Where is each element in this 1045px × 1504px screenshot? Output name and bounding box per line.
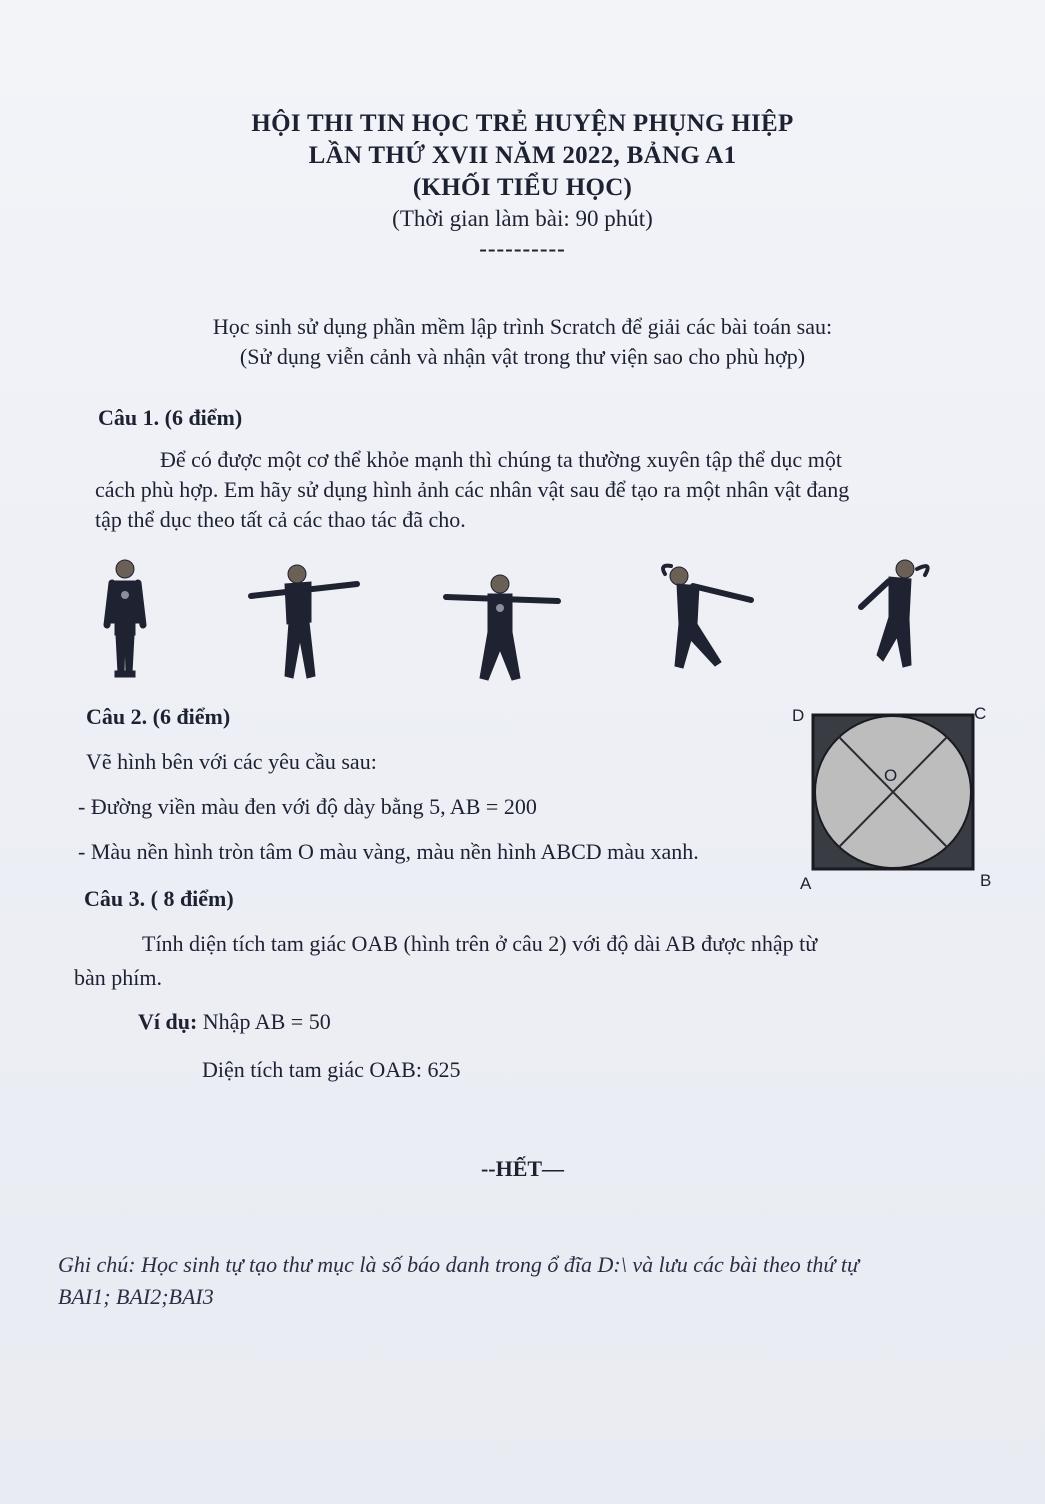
note-line1: Ghi chú: Học sinh tự tạo thư mục là số báo danh trong ổ đĩa D:\ và lưu các bài theo thứ tự (58, 1252, 859, 1277)
q3-example (138, 1009, 331, 1035)
q2-line3: - Màu nền hình tròn tâm O màu vàng, màu nền hình ABCD màu xanh. (78, 839, 699, 864)
intro-line1: Học sinh sử dụng phần mềm lập trình Scratch để giải các bài toán sau: (212, 314, 833, 339)
q3-example-label: Ví dụ: (138, 1009, 198, 1034)
q2-line2: - Đường viền màu đen với độ dày bằng 5, AB = 200 (78, 794, 537, 819)
exercise-figure-3 (442, 570, 562, 685)
header-title-line3: (KHỐI TIỂU HỌC) (412, 174, 633, 201)
header-title-line1: HỘI THI TIN HỌC TRẺ HUYỆN PHỤNG HIỆP (251, 110, 794, 137)
q3-example-input: Nhập AB = 50 (202, 1009, 331, 1034)
q2-heading: Câu 2. (6 điểm) (86, 704, 231, 729)
header-time: (Thời gian làm bài: 90 phút) (392, 206, 653, 231)
exercise-figure-1 (95, 555, 155, 685)
label-o: O (884, 766, 898, 785)
q1-line1: Để có được một cơ thể khỏe mạnh thì chúng ta thường xuyên tập thể dục một (160, 447, 842, 472)
header-title-line2: LẦN THỨ XVII NĂM 2022, BẢNG A1 (308, 142, 737, 169)
exercise-figure-5 (855, 555, 937, 679)
header-divider: ---------- (479, 236, 566, 261)
q1-heading: Câu 1. (6 điểm) (98, 405, 243, 430)
q3-example-output: Diện tích tam giác OAB: 625 (202, 1057, 461, 1082)
q1-line2: cách phù hợp. Em hãy sử dụng hình ảnh các nhân vật sau để tạo ra một nhân vật đang (95, 477, 850, 502)
exercise-figure-2 (245, 560, 363, 685)
q1-line3: tập thể dục theo tất cả các thao tác đã cho. (95, 507, 466, 532)
label-c: C (974, 704, 987, 723)
note-line2: BAI1; BAI2;BAI3 (58, 1284, 214, 1309)
q2-line1: Vẽ hình bên với các yêu cầu sau: (86, 749, 377, 774)
square-circle-diagram (811, 713, 975, 871)
label-b: B (980, 871, 992, 890)
intro-line2: (Sử dụng viễn cảnh và nhận vật trong thư viện sao cho phù hợp) (239, 344, 806, 369)
exercise-figure-4 (655, 562, 757, 680)
label-d: D (792, 706, 805, 725)
q3-line1: Tính diện tích tam giác OAB (hình trên ở câu 2) với độ dài AB được nhập từ (142, 931, 818, 956)
q3-line2: bàn phím. (74, 965, 162, 990)
label-a: A (800, 874, 812, 893)
end-marker: --HẾT— (480, 1156, 565, 1181)
q3-heading: Câu 3. ( 8 điểm) (84, 886, 234, 911)
